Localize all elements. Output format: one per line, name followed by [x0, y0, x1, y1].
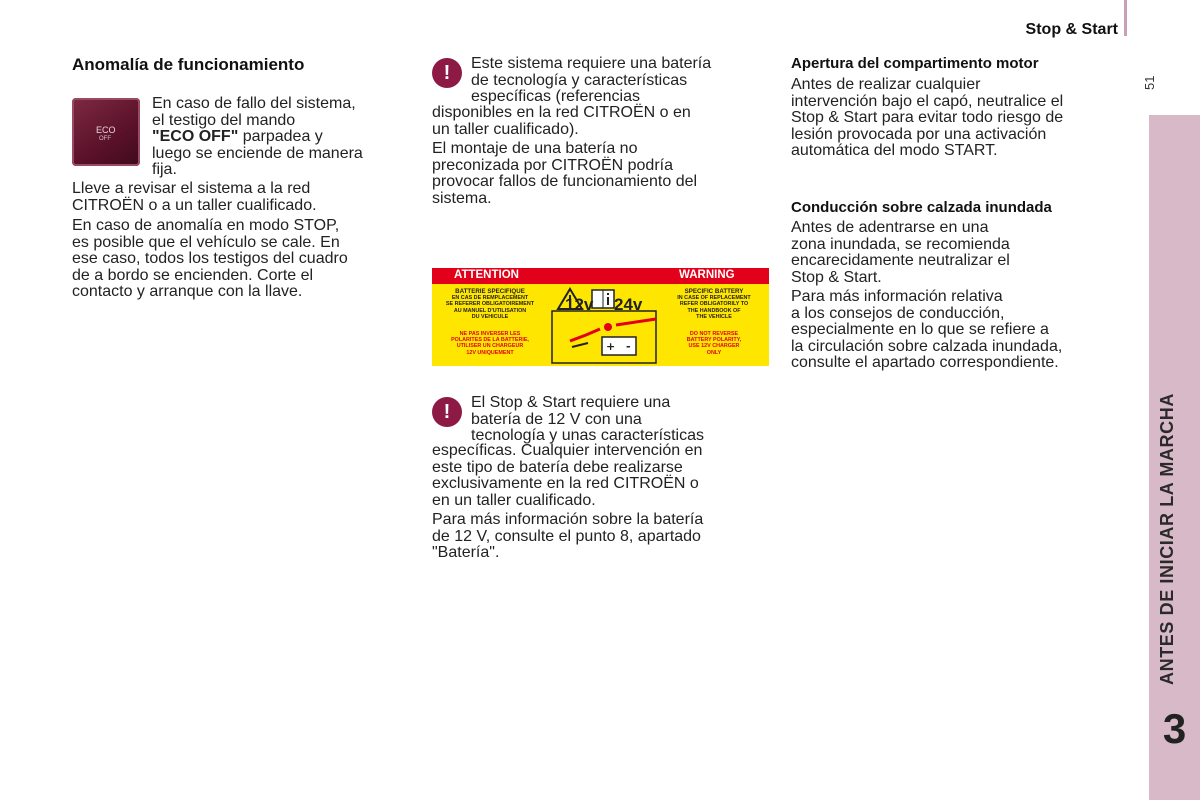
text-line: luego se enciende de manera	[152, 144, 363, 162]
text-line: de tecnología y características	[471, 71, 688, 89]
warning-2-paragraph-2	[432, 512, 772, 562]
voltage-12v: 12v	[565, 295, 594, 314]
battery-warning-label	[432, 268, 769, 366]
text-line: ese caso, todos los testigos del cuadro	[72, 250, 348, 267]
engine-compartment-heading: Apertura del compartimento motor	[791, 55, 1039, 72]
warning-icon: !	[432, 58, 462, 88]
text-line: este tipo de batería debe realizarse	[432, 458, 683, 476]
flooded-road-heading: Conducción sobre calzada inundada	[791, 199, 1052, 216]
text-line: En caso de anomalía en modo STOP,	[72, 217, 340, 234]
flooded-road-paragraph-1	[791, 220, 1136, 286]
fr-title: BATTERIE SPECIFIQUE	[455, 288, 525, 295]
section-title: Stop & Start	[1025, 21, 1118, 38]
text-line: ONLY	[706, 349, 722, 356]
text-line: automática del modo START.	[791, 142, 998, 159]
text-line: a los consejos de conducción,	[791, 304, 1005, 322]
text-line: tecnología y unas características	[471, 427, 705, 444]
text-line: "Batería".	[432, 544, 500, 561]
text-line: AU MANUEL D'UTILISATION	[453, 307, 527, 314]
voltage-24v: 24v	[614, 295, 643, 314]
svg-text:+: +	[606, 340, 616, 353]
text-line: Para más información relativa	[791, 288, 1003, 305]
text-line: El montaje de una batería no	[432, 140, 638, 157]
malfunction-paragraph-3	[72, 218, 412, 301]
warning-1-text-continued	[432, 105, 772, 138]
text-line: Lleve a revisar el sistema a la red	[72, 180, 311, 197]
text-line: exclusivamente en la red CITROËN o	[432, 475, 699, 492]
text-line: lesión provocada por una activación	[791, 125, 1047, 143]
en-title: SPECIFIC BATTERY	[684, 288, 744, 295]
off-label: OFF	[99, 136, 111, 142]
attention-heading: ATTENTION	[454, 269, 519, 281]
text-line: Stop & Start para evitar todo riesgo de	[791, 109, 1064, 126]
chapter-tab	[1149, 115, 1200, 800]
text-line: DO NOT REVERSE	[689, 331, 739, 337]
page-number: 51	[1142, 75, 1157, 90]
text-line: de 12 V, consulte el punto 8, apartado	[432, 527, 701, 545]
chapter-number: 3	[1162, 705, 1187, 752]
malfunction-heading: Anomalía de funcionamiento	[72, 55, 305, 74]
text-line: 12V UNIQUEMENT	[466, 349, 514, 356]
malfunction-paragraph-1	[152, 96, 412, 179]
text-line: específicas (referencias	[471, 88, 640, 105]
malfunction-paragraph-2	[72, 181, 412, 214]
text-line: Stop & Start.	[791, 268, 882, 286]
text-line: REFER OBLIGATORILY TO	[679, 301, 749, 308]
text-line: zona inundada, se recomienda	[791, 235, 1010, 253]
text-line: en un taller cualificado.	[432, 491, 596, 509]
french-polarity-warning	[434, 331, 546, 356]
svg-text:-: -	[626, 340, 631, 353]
text-line: Antes de realizar cualquier	[791, 76, 981, 93]
eco-off-button-image	[72, 98, 140, 166]
text-line: NE PAS INVERSER LES	[459, 331, 521, 337]
text-line: Para más información sobre la batería	[432, 511, 704, 528]
text-line: es posible que el vehículo se cale. En	[72, 233, 340, 251]
text-line: USE 12V CHARGER	[688, 343, 740, 350]
text-line: intervención bajo el capó, neutralice el	[791, 92, 1064, 110]
text-line: sistema.	[432, 189, 492, 207]
text-line: IN CASE OF REPLACEMENT	[677, 295, 751, 302]
text-line: El Stop & Start requiere una	[471, 394, 671, 411]
eco-off-label: "ECO OFF"	[152, 128, 239, 145]
text-line: BATTERY POLARITY,	[686, 337, 742, 344]
warning-1-text	[471, 56, 771, 106]
english-instructions	[664, 289, 764, 320]
text-line: Antes de adentrarse en una	[791, 219, 989, 236]
text-line: DU VEHICULE	[471, 313, 509, 320]
flooded-road-paragraph-2	[791, 289, 1136, 372]
header-divider	[1124, 0, 1127, 36]
jumper-cable-icon	[570, 329, 600, 341]
text-line: de a bordo se encienden. Corte el	[72, 266, 314, 284]
text-line: UTILISER UN CHARGEUR	[456, 343, 524, 350]
text-line: consulte el apartado correspondiente.	[791, 354, 1059, 371]
text-line: disponibles en la red CITROËN o en	[432, 104, 691, 121]
warning-1-paragraph-2	[432, 141, 772, 207]
text-line: En caso de fallo del sistema,	[152, 95, 356, 112]
chapter-label: ANTES DE INICIAR LA MARCHA	[1157, 393, 1177, 685]
text-line: batería de 12 V con una	[471, 410, 642, 428]
english-polarity-warning	[664, 331, 764, 356]
french-instructions	[434, 289, 546, 320]
warning-heading: WARNING	[679, 269, 735, 281]
text-line: contacto y arranque con la llave.	[72, 283, 303, 300]
text-line: el testigo del mando	[152, 111, 296, 129]
text-line: SE REFERER OBLIGATOIREMENT	[445, 301, 535, 308]
eco-label: ECO	[96, 125, 116, 135]
warning-icon: !	[432, 397, 462, 427]
text-line: especialmente en lo que se refiere a	[791, 321, 1049, 338]
text-line: POLARITES DE LA BATTERIE,	[451, 337, 529, 344]
text-line: Este sistema requiere una batería	[471, 55, 712, 72]
text-fragment: parpadea y	[238, 128, 323, 145]
text-line: provocar fallos de funcionamiento del	[432, 173, 698, 190]
text-line: preconizada por CITROËN podría	[432, 156, 673, 174]
text-line: EN CAS DE REMPLACEMENT	[451, 295, 529, 302]
engine-compartment-paragraph	[791, 77, 1136, 160]
text-line: un taller cualificado).	[432, 120, 579, 138]
text-line: CITROËN o a un taller cualificado.	[72, 196, 317, 214]
text-line: THE VEHICLE	[696, 313, 732, 320]
warning-2-text-continued	[432, 443, 772, 509]
warning-2-text	[471, 395, 771, 445]
text-line: la circulación sobre calzada inundada,	[791, 337, 1063, 355]
text-line: THE HANDBOOK OF	[687, 307, 741, 314]
text-line: fija.	[152, 161, 177, 178]
text-line: encarecidamente neutralizar el	[791, 252, 1010, 269]
text-line: específicas. Cualquier intervención en	[432, 442, 703, 459]
